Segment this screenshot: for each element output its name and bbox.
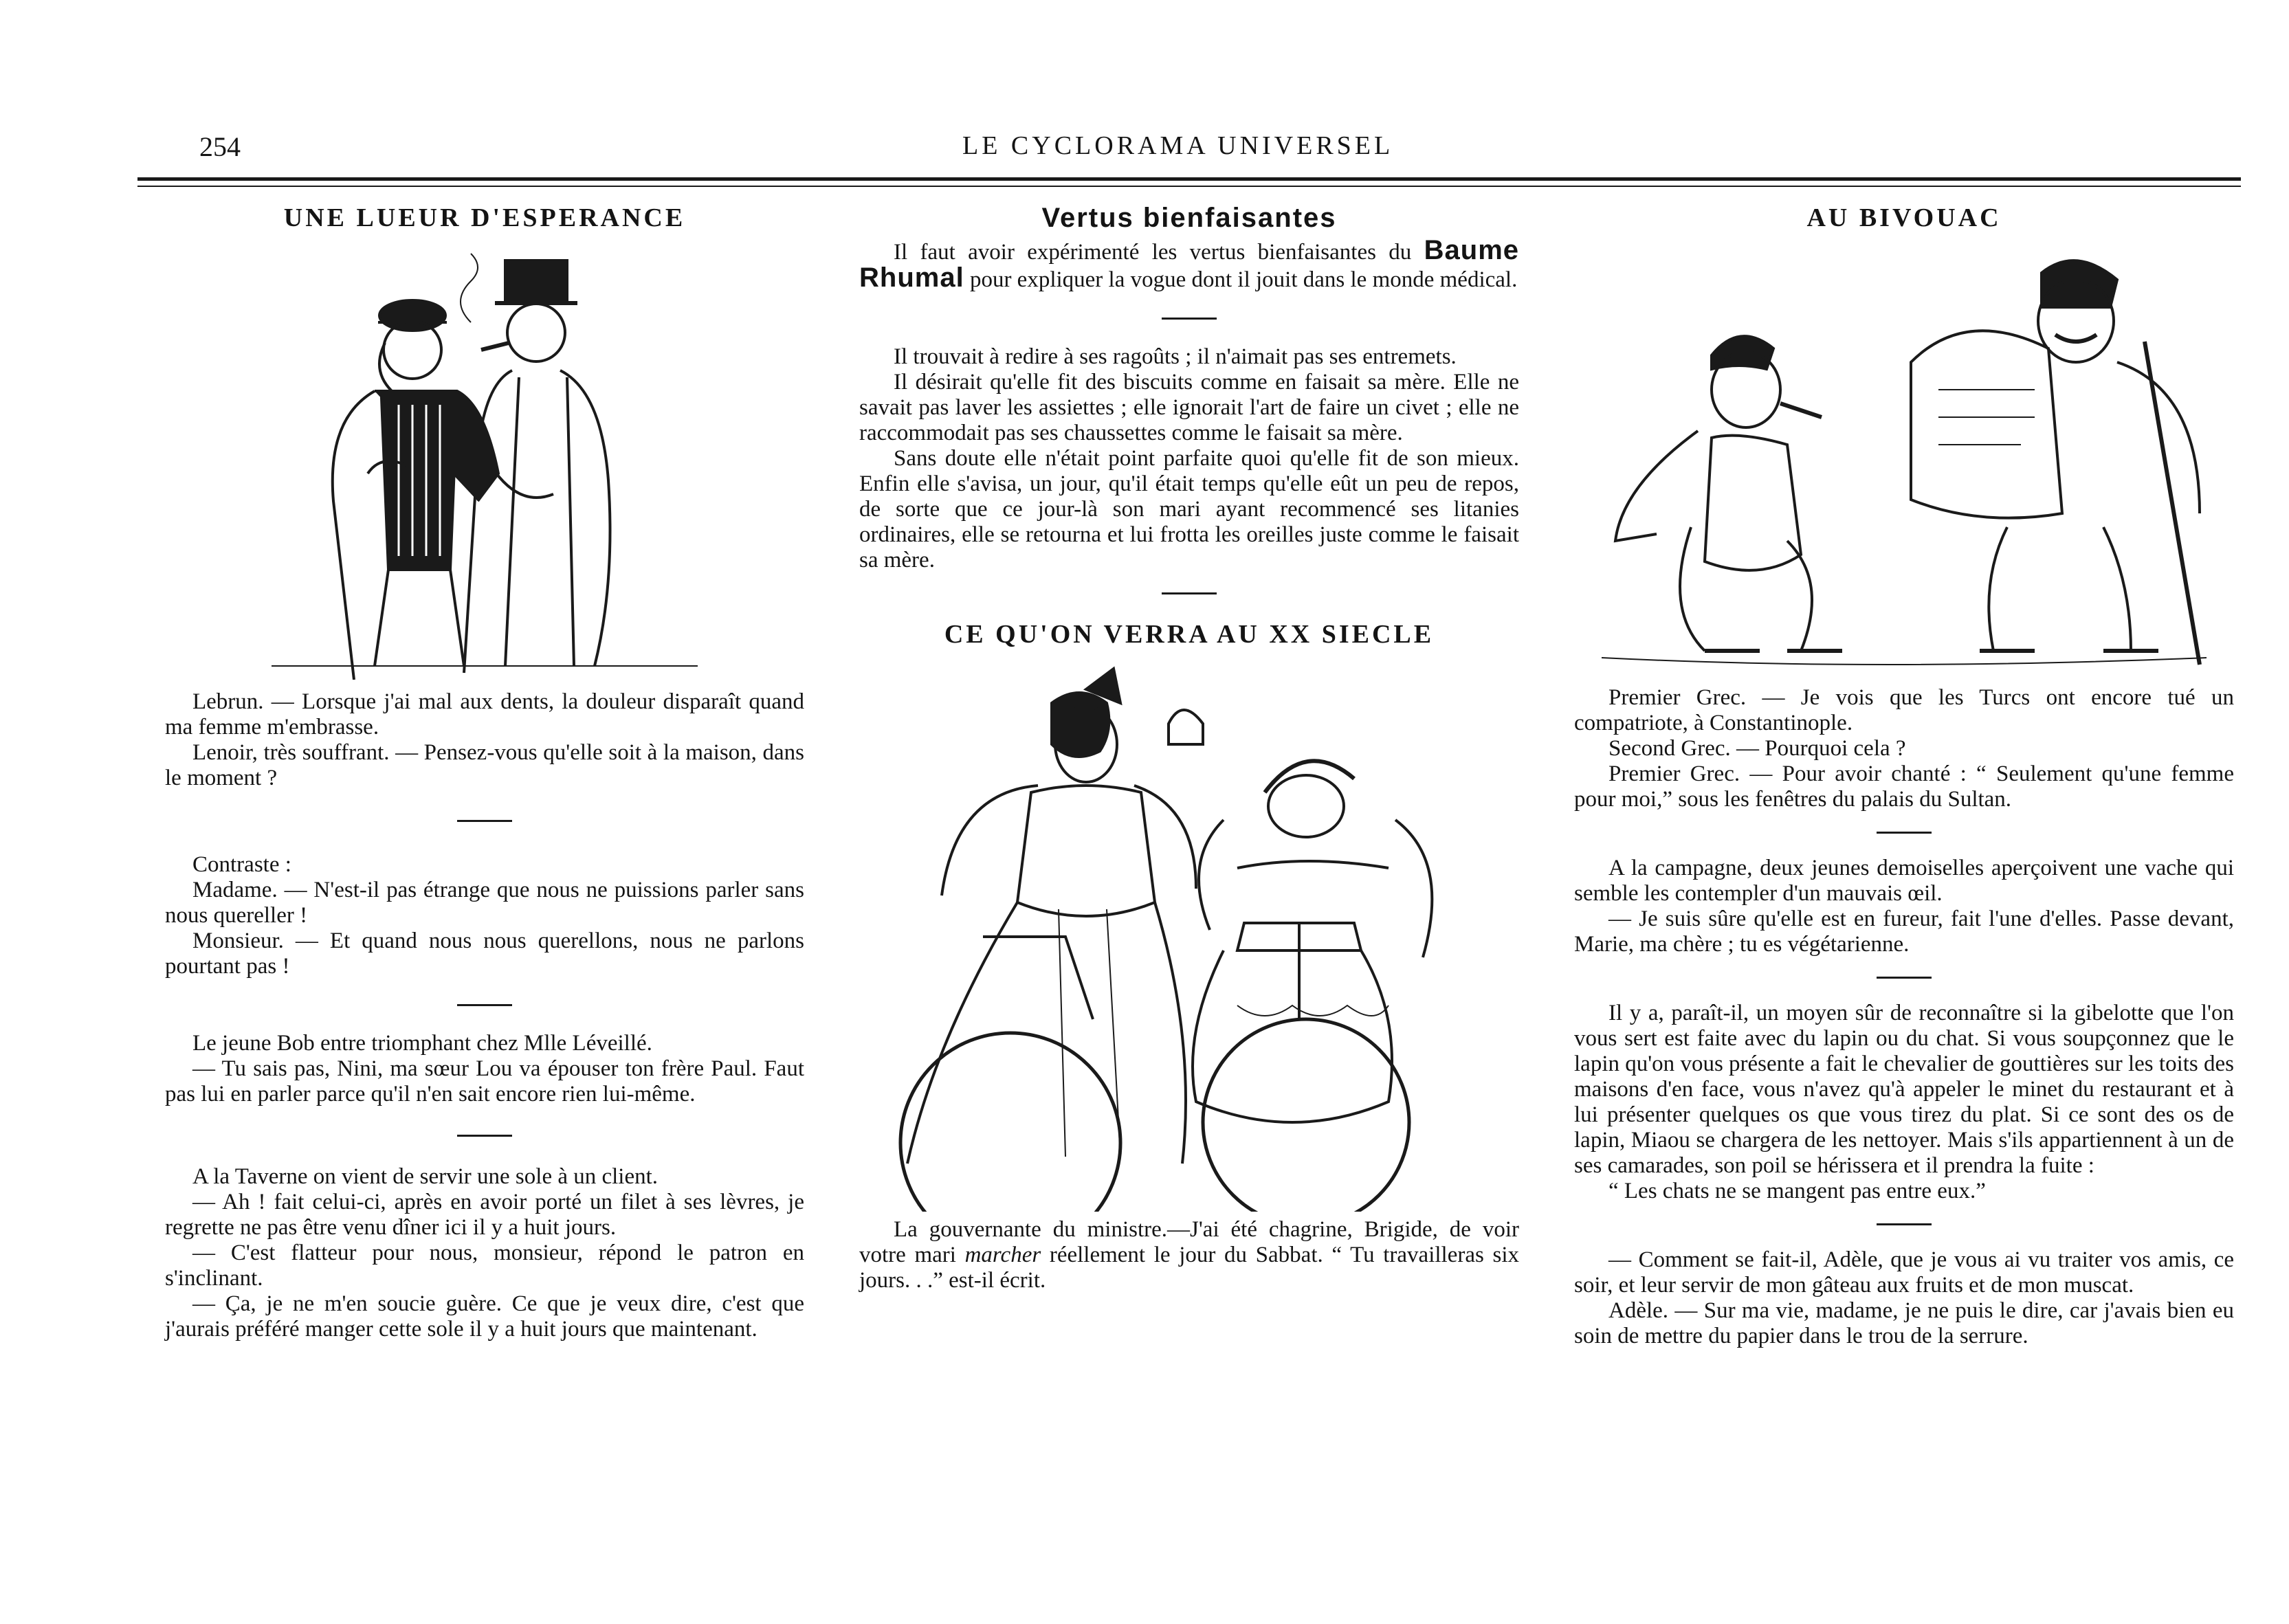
joke-gibelotte-punchline: “ Les chats ne se mangent pas entre eux.” xyxy=(1608,1179,1986,1203)
section-title-vertus: Vertus bienfaisantes xyxy=(1041,203,1337,233)
joke-contraste-line-1: Madame. — N'est-il pas étrange que nous ne puissions parler sans nous quereller ! xyxy=(165,878,804,928)
column-left xyxy=(165,203,804,1342)
story-line-2: Il désirait qu'elle fit des biscuits comme en faisait sa mère. Elle ne savait pas laver les assiettes ; elle ignorait l'art de faire un civet ; elle ne raccommodait pas ses chaussettes comme le faisait sa mère. xyxy=(859,370,1519,445)
joke-lueur-line-1: Lebrun. — Lorsque j'ai mal aux dents, la douleur disparaît quand ma femme m'embrasse. xyxy=(165,689,804,739)
joke-taverne-line-4: — Ça, je ne m'en soucie guère. Ce que je veux dire, c'est que j'aurais préféré manger cette sole il y a huit jours que maintenant. xyxy=(165,1291,804,1342)
header-rule-thick xyxy=(137,177,2241,181)
running-title: LE CYCLORAMA UNIVERSEL xyxy=(962,131,1394,160)
page-number: 254 xyxy=(199,131,241,162)
illustration-women-on-bicycles xyxy=(880,662,1499,1212)
joke-vache-line-2: — Je suis sûre qu'elle est en fureur, fait l'une d'elles. Passe devant, Marie, ma chère ; tu es végétarienne. xyxy=(1574,906,2234,957)
joke-contraste-title: Contraste : xyxy=(192,852,291,877)
cartoon-caption xyxy=(859,1217,1519,1293)
section-title-xx-siecle: CE QU'ON VERRA AU XX SIECLE xyxy=(944,620,1435,649)
joke-taverne-line-1: A la Taverne on vient de servir une sole à un client. xyxy=(192,1164,659,1189)
joke-vache-line-1: A la campagne, deux jeunes demoiselles aperçoivent une vache qui semble les contempler d'un mauvais œil. xyxy=(1574,856,2234,906)
header-rule-thin xyxy=(137,186,2241,187)
joke-grecs-line-2: Second Grec. — Pourquoi cela ? xyxy=(1608,736,1906,761)
joke-taverne-line-3: — C'est flatteur pour nous, monsieur, répond le patron en s'inclinant. xyxy=(165,1241,804,1291)
page-header xyxy=(0,0,2289,192)
story-line-1: Il trouvait à redire à ses ragoûts ; il n'aimait pas ses entremets. xyxy=(894,344,1457,369)
section-title-lueur: UNE LUEUR D'ESPERANCE xyxy=(283,203,686,232)
joke-lueur-line-2: Lenoir, très souffrant. — Pensez-vous qu'elle soit à la maison, dans le moment ? xyxy=(165,740,804,790)
ad-text-end: pour expliquer la vogue dont il jouit dans le monde médical. xyxy=(969,267,1518,292)
illustration-two-gentlemen xyxy=(265,240,705,680)
joke-contraste-line-2: Monsieur. — Et quand nous nous querellons, nous ne parlons pourtant pas ! xyxy=(165,928,804,979)
joke-gibelotte-body: Il y a, paraît-il, un moyen sûr de reconnaître si la gibelotte que l'on vous sert est faite avec du lapin ou du chat. Si vous soupçonnez que le lapin qu'on vous présente a fait le chevalier de gouttières sur les toits des maisons d'en face, vous n'avez qu'à appeler le minet du restaurant et à lui présenter quelques os que vous tirez du plat. Si ce sont des os de lapin, Miaou se chargera de les nettoyer. Mais s'ils appartiennent à un de ses camarades, son poil se hérissera et il prendra la fuite : xyxy=(1574,1001,2234,1178)
story-line-3: Sans doute elle n'était point parfaite quoi qu'elle fit de son mieux. Enfin elle s'avisa, un jour, qu'il était temps qu'elle eût un peu de repos, de sorte que ce jour-là son mari ayant recommencé ses litanies ordinaires, elle se retourna et lui frotta les oreilles juste comme le faisait sa mère. xyxy=(859,446,1519,572)
joke-adele-line-1: — Comment se fait-il, Adèle, que je vous ai vu traiter vos amis, ce soir, et leur servir de mon gâteau aux fruits et de mon muscat. xyxy=(1574,1247,2234,1298)
caption-text-end: réellement le jour du Sabbat. “ Tu travailleras six jours. . .” est-il écrit. xyxy=(859,1243,1520,1293)
section-title-bivouac: AU BIVOUAC xyxy=(1806,203,2002,232)
joke-bob-line-1: Le jeune Bob entre triomphant chez Mlle Léveillé. xyxy=(192,1031,652,1056)
caption-emphasis: marcher xyxy=(964,1243,1041,1267)
caption-text-start: La gouvernante du ministre.—J'ai été chagrine, Brigide, de voir votre mari xyxy=(859,1217,1519,1267)
joke-taverne-line-2: — Ah ! fait celui-ci, après en avoir porté un filet à ses lèvres, je regrette ne pas être venu dîner ici il y a huit jours. xyxy=(165,1190,804,1240)
ad-text-start: Il faut avoir expérimenté les vertus bienfaisantes du xyxy=(894,240,1412,265)
ad-baume-rhumal xyxy=(859,235,1520,293)
joke-adele-line-2: Adèle. — Sur ma vie, madame, je ne puis le dire, car j'avais bien eu soin de mettre du papier dans le trou de la serrure. xyxy=(1574,1298,2234,1348)
joke-grecs-line-1: Premier Grec. — Je vois que les Turcs ont encore tué un compatriote, à Constantinople. xyxy=(1574,685,2234,735)
column-middle xyxy=(859,203,1519,1293)
ad-brand-name: Baume Rhumal xyxy=(859,235,1520,293)
joke-bob-line-2: — Tu sais pas, Nini, ma sœur Lou va épouser ton frère Paul. Faut pas lui en parler parce qu'il n'en sait encore rien lui-même. xyxy=(165,1056,804,1106)
joke-grecs-line-3: Premier Grec. — Pour avoir chanté : “ Seulement qu'une femme pour moi,” sous les fenêtres du palais du Sultan. xyxy=(1574,761,2234,812)
column-right xyxy=(1574,203,2234,1349)
illustration-bivouac-soldiers xyxy=(1595,238,2213,678)
